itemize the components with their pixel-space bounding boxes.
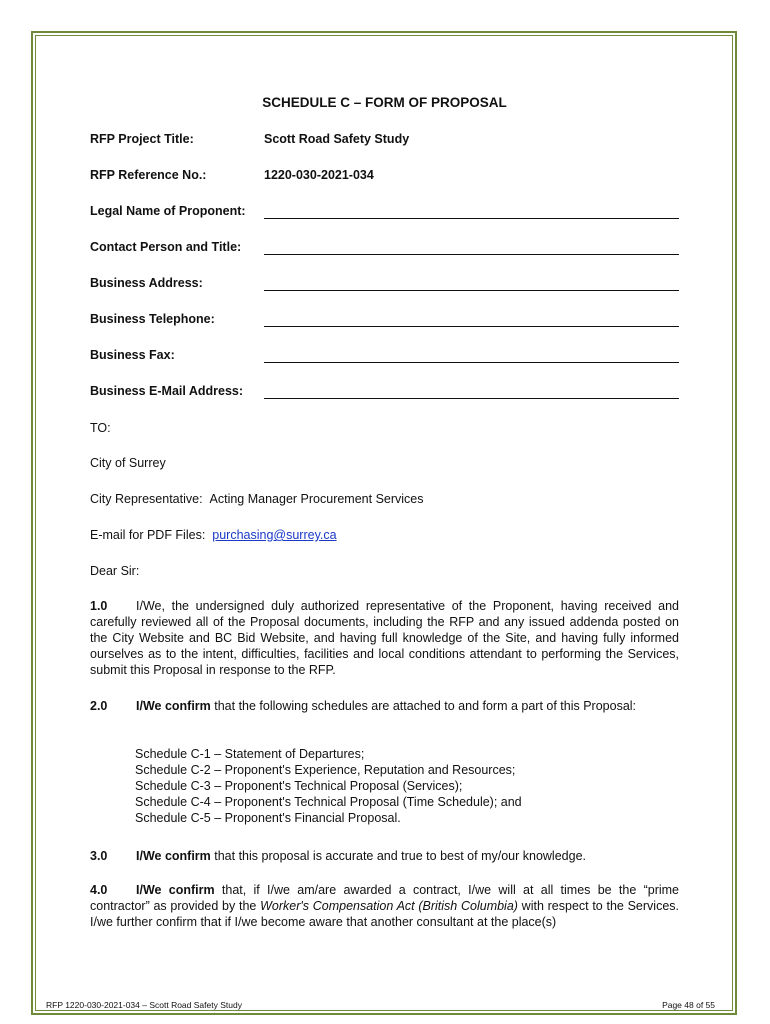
- section-4-number: 4.0: [90, 883, 108, 897]
- field-reference: [90, 168, 679, 186]
- telephone-line[interactable]: [264, 326, 679, 327]
- section-1-number: 1.0: [90, 599, 108, 613]
- footer-reference: RFP 1220-030-2021-034 – Scott Road Safety Study: [46, 1000, 242, 1010]
- field-contact: [90, 240, 679, 258]
- fax-line[interactable]: [264, 362, 679, 363]
- legal-name-label: Legal Name of Proponent:: [90, 204, 246, 218]
- field-email: [90, 384, 679, 402]
- reference-value: 1220-030-2021-034: [264, 168, 374, 182]
- section-3-number: 3.0: [90, 849, 108, 863]
- contact-line[interactable]: [264, 254, 679, 255]
- purchasing-email-link[interactable]: purchasing@surrey.ca: [212, 528, 337, 542]
- list-item: Schedule C-2 – Proponent's Experience, Reputation and Resources;: [135, 763, 516, 777]
- section-4-text-a: that, if I/we am/are awarded a contract, I/we will at all times be the “prime contractor” as provided by the: [90, 883, 679, 913]
- section-2: [90, 698, 679, 714]
- page-number: Page 48 of 55: [662, 1000, 715, 1010]
- section-4-text-b: with respect to the Services. I/we further confirm that if I/we become aware that another consultant at the place(s): [90, 899, 679, 929]
- section-4-italic: Worker's Compensation Act (British Columbia): [260, 899, 518, 913]
- field-fax: [90, 348, 679, 366]
- contact-label: Contact Person and Title:: [90, 240, 242, 254]
- section-1-text: I/We, the undersigned duly authorized representative of the Proponent, having received and carefully reviewed all of the Proposal documents, including the RFP and any issued addenda posted on the City Website and BC Bid Website, and having full knowledge of the Site, and having fully informed ourselves as to the intent, difficulties, facilities and local conditions attendant to performing the Services, submit this Proposal in response to the RFP.: [90, 599, 679, 677]
- address-label: Business Address:: [90, 276, 203, 290]
- section-4-bold: I/We confirm: [136, 883, 215, 897]
- email-label: Business E-Mail Address:: [90, 384, 244, 398]
- section-3-text: that this proposal is accurate and true to best of my/our knowledge.: [210, 849, 586, 863]
- pdf-email: [90, 528, 679, 542]
- field-legal-name: [90, 204, 679, 222]
- section-2-bold: I/We confirm: [136, 699, 211, 713]
- section-2-text: that the following schedules are attached to and form a part of this Proposal:: [210, 699, 637, 713]
- rep-value: Acting Manager Procurement Services: [209, 492, 424, 506]
- to-label: TO:: [90, 421, 111, 435]
- section-3-bold: I/We confirm: [136, 849, 211, 863]
- project-title-label: RFP Project Title:: [90, 132, 194, 146]
- project-title-value: Scott Road Safety Study: [264, 132, 410, 146]
- field-address: [90, 276, 679, 294]
- address-line[interactable]: [264, 290, 679, 291]
- city-name: City of Surrey: [90, 456, 166, 470]
- reference-label: RFP Reference No.:: [90, 168, 207, 182]
- email-line[interactable]: [264, 398, 679, 399]
- schedule-list: [135, 746, 522, 826]
- section-2-number: 2.0: [90, 699, 108, 713]
- section-3: [90, 848, 679, 864]
- list-item: Schedule C-4 – Proponent's Technical Proposal (Time Schedule); and: [135, 795, 522, 809]
- list-item: Schedule C-3 – Proponent's Technical Proposal (Services);: [135, 779, 463, 793]
- list-item: Schedule C-1 – Statement of Departures;: [135, 747, 365, 761]
- page-title: SCHEDULE C – FORM OF PROPOSAL: [262, 95, 507, 110]
- rep-label: City Representative:: [90, 492, 203, 506]
- pdf-email-label: E-mail for PDF Files:: [90, 528, 206, 542]
- section-4: [90, 882, 679, 930]
- telephone-label: Business Telephone:: [90, 312, 215, 326]
- field-project-title: [90, 132, 679, 150]
- city-representative: [90, 492, 679, 506]
- list-item: Schedule C-5 – Proponent's Financial Proposal.: [135, 811, 401, 825]
- section-1: [90, 598, 679, 678]
- field-telephone: [90, 312, 679, 330]
- salutation: Dear Sir:: [90, 564, 140, 578]
- fax-label: Business Fax:: [90, 348, 175, 362]
- legal-name-line[interactable]: [264, 218, 679, 219]
